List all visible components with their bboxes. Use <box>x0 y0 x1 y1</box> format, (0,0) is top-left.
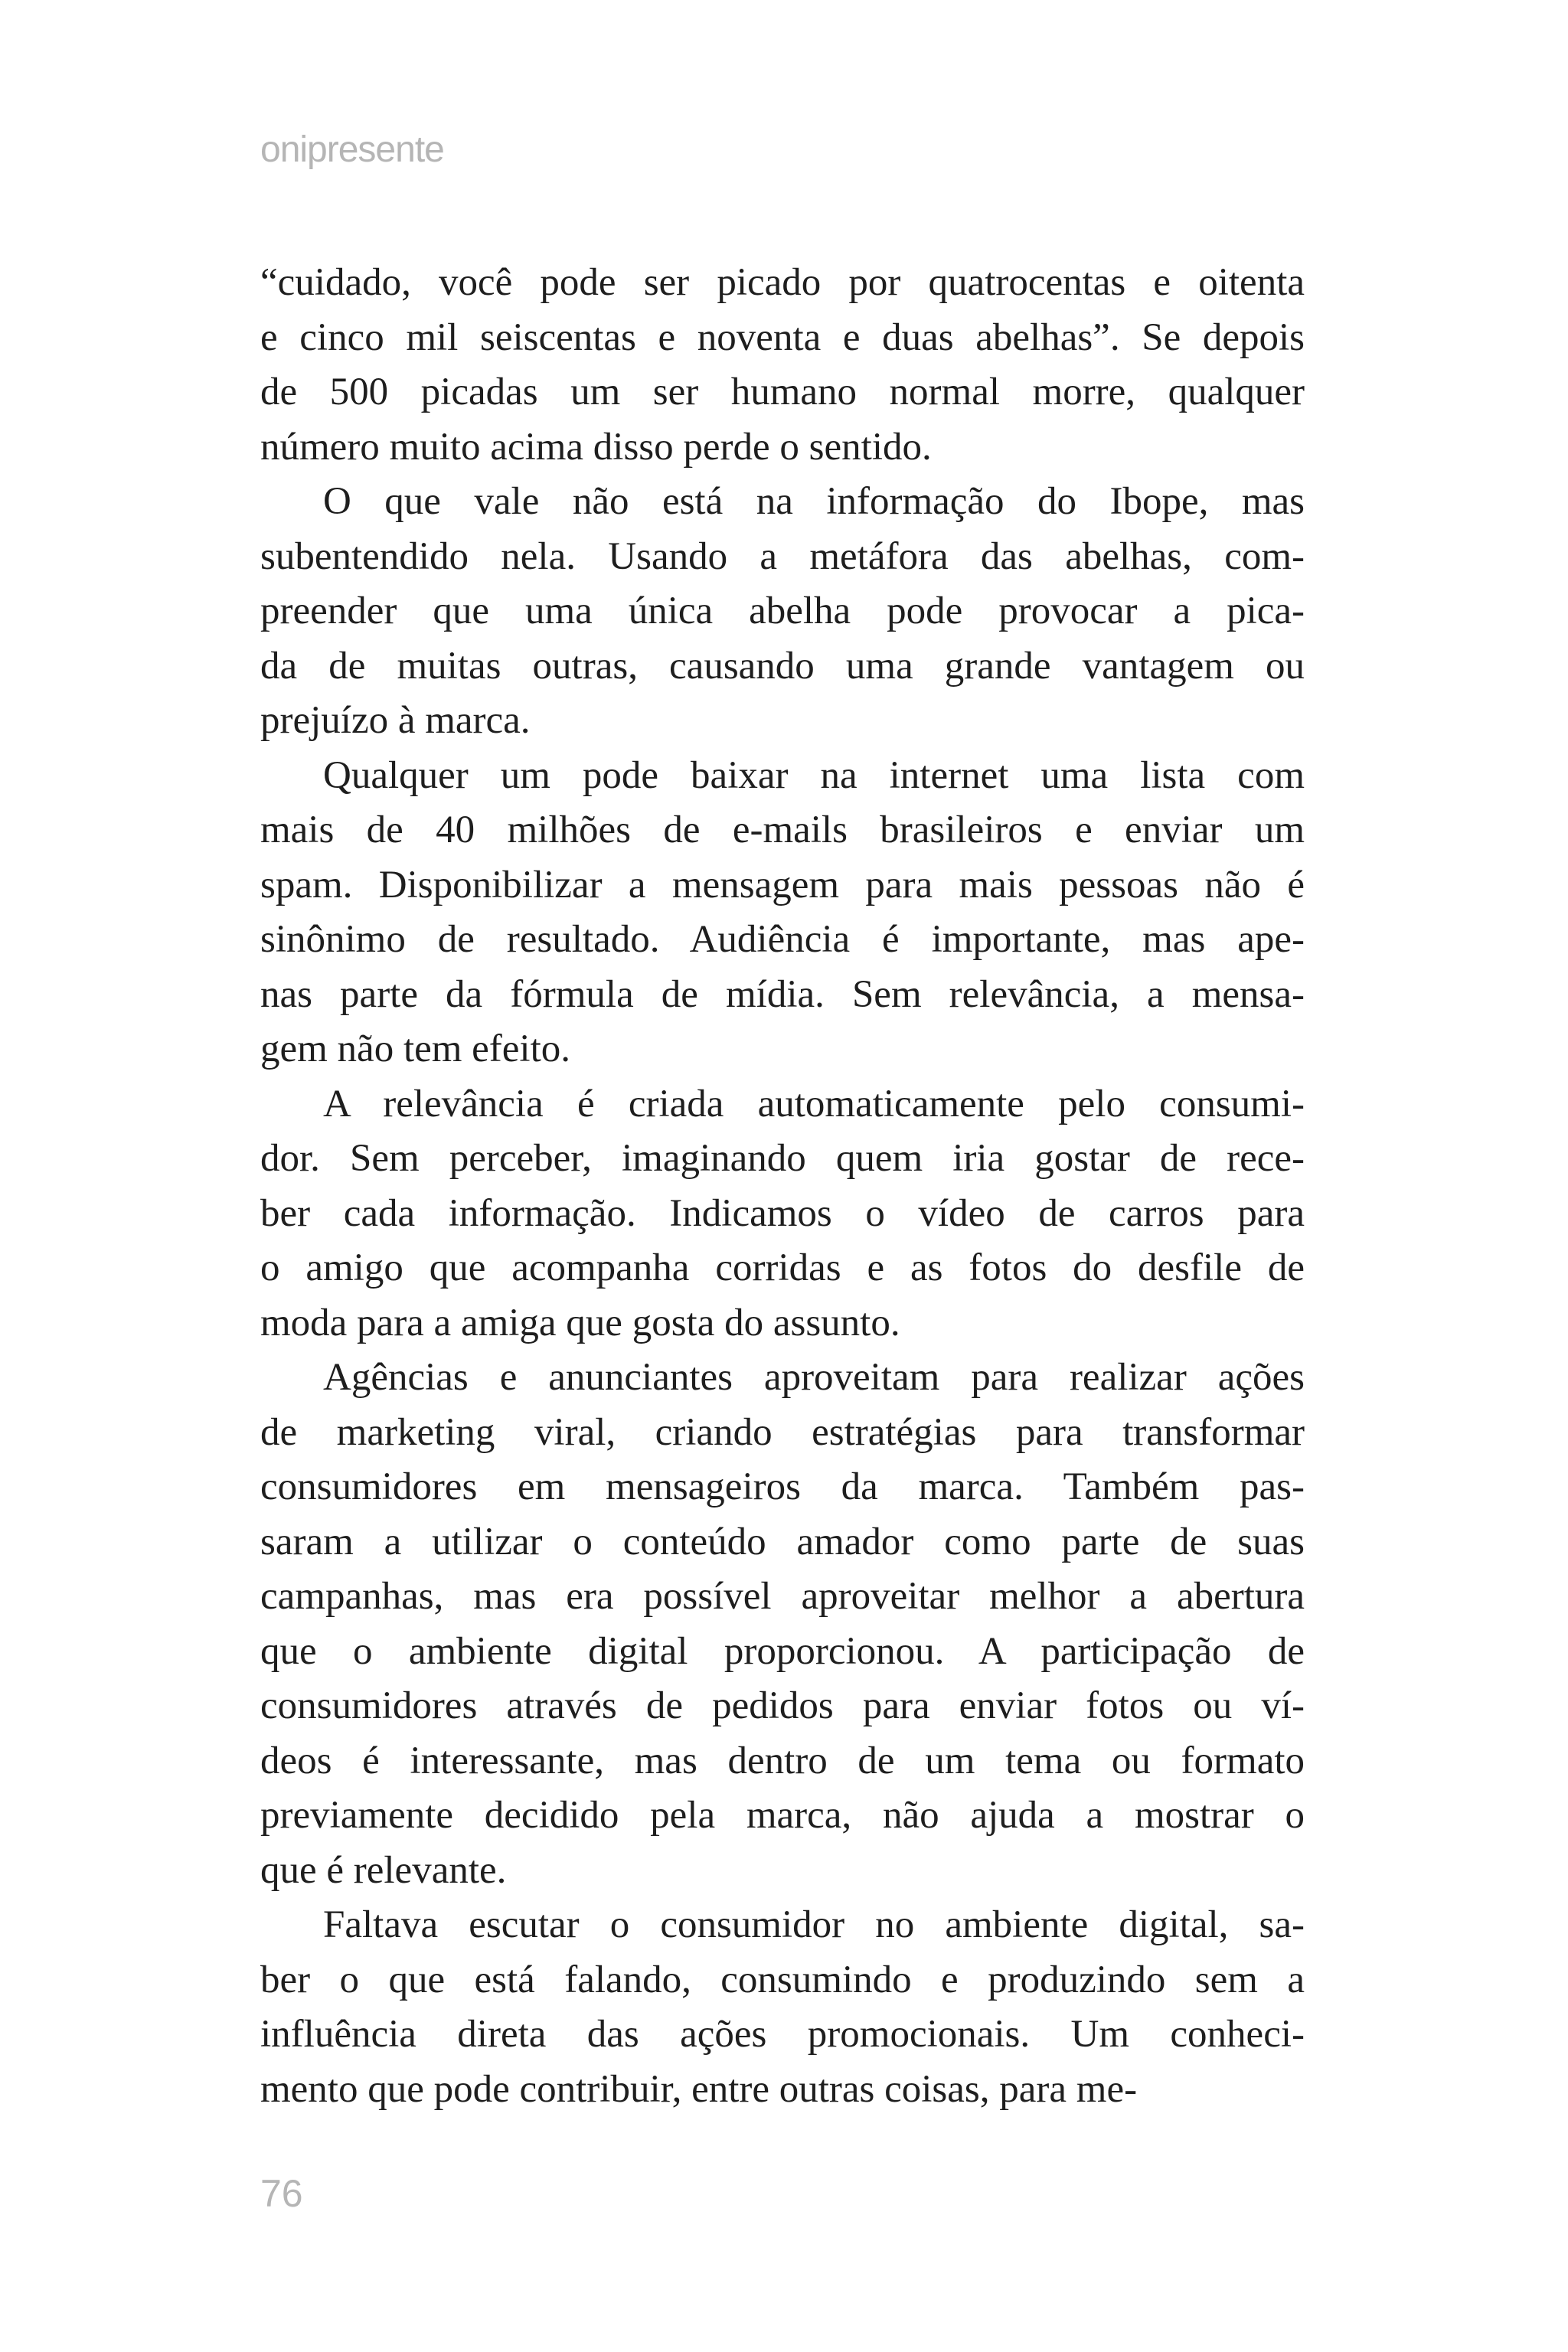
text-line: da de muitas outras, causando uma grande vantagem ou <box>260 644 1305 688</box>
text-line: previamente decidido pela marca, não ajuda a mostrar o <box>260 1794 1305 1837</box>
text-line: A relevância é criada automaticamente pelo consumi- <box>323 1082 1305 1125</box>
paragraph <box>260 1351 1305 1898</box>
text-line: deos é interessante, mas dentro de um tema ou formato <box>260 1739 1305 1782</box>
text-line: O que vale não está na informação do Ibope, mas <box>323 480 1305 523</box>
text-line: spam. Disponibilizar a mensagem para mais pessoas não é <box>260 863 1305 906</box>
text-line: ber cada informação. Indicamos o vídeo de carros para <box>260 1191 1305 1235</box>
text-line: ber o que está falando, consumindo e produzindo sem a <box>260 1958 1305 2001</box>
text-line: preender que uma única abelha pode provocar a pica- <box>260 590 1305 632</box>
text-line: de 500 picadas um ser humano normal morre, qualquer <box>260 371 1305 413</box>
text-line: que o ambiente digital proporcionou. A participação de <box>260 1629 1305 1673</box>
text-line: Faltava escutar o consumidor no ambiente digital, sa- <box>323 1903 1305 1946</box>
page-number: 76 <box>260 2172 303 2215</box>
text-line: sinônimo de resultado. Audiência é importante, mas ape- <box>260 918 1305 961</box>
text-line: “cuidado, você pode ser picado por quatrocentas e oitenta <box>260 261 1305 304</box>
paragraph <box>260 1898 1305 2117</box>
text-line: gem não tem efeito. <box>260 1027 571 1070</box>
text-line: Qualquer um pode baixar na internet uma lista com <box>323 753 1305 797</box>
text-line: nas parte da fórmula de mídia. Sem relevância, a mensa- <box>260 972 1305 1016</box>
text-line: de marketing viral, criando estratégias para transformar <box>260 1410 1305 1454</box>
text-line: mento que pode contribuir, entre outras coisas, para me- <box>260 2067 1138 2111</box>
text-line: campanhas, mas era possível aproveitar melhor a abertura <box>260 1575 1305 1618</box>
text-line: dor. Sem perceber, imaginando quem iria gostar de rece- <box>260 1137 1305 1180</box>
paragraph <box>260 1077 1305 1351</box>
paragraph <box>260 475 1305 749</box>
text-line: consumidores em mensageiros da marca. Também pas- <box>260 1465 1305 1508</box>
paragraph <box>260 256 1305 475</box>
text-line: prejuízo à marca. <box>260 699 531 742</box>
text-line: subentendido nela. Usando a metáfora das abelhas, com- <box>260 534 1305 578</box>
paragraph <box>260 749 1305 1077</box>
text-line: o amigo que acompanha corridas e as fotos do desfile de <box>260 1246 1305 1289</box>
text-line: que é relevante. <box>260 1848 507 1892</box>
text-line: Agências e anunciantes aproveitam para realizar ações <box>323 1356 1305 1399</box>
text-line: e cinco mil seiscentas e noventa e duas abelhas”. Se depois <box>260 315 1305 359</box>
text-line: mais de 40 milhões de e-mails brasileiros e enviar um <box>260 808 1305 851</box>
text-line: número muito acima disso perde o sentido. <box>260 425 932 469</box>
text-line: consumidores através de pedidos para enviar fotos ou ví- <box>260 1684 1305 1727</box>
running-header: onipresente <box>260 129 444 170</box>
text-line: saram a utilizar o conteúdo amador como parte de suas <box>260 1520 1305 1563</box>
text-line: influência direta das ações promocionais. Um conheci- <box>260 2013 1305 2056</box>
text-line: moda para a amiga que gosta do assunto. <box>260 1301 900 1344</box>
body-text <box>260 256 1305 2117</box>
